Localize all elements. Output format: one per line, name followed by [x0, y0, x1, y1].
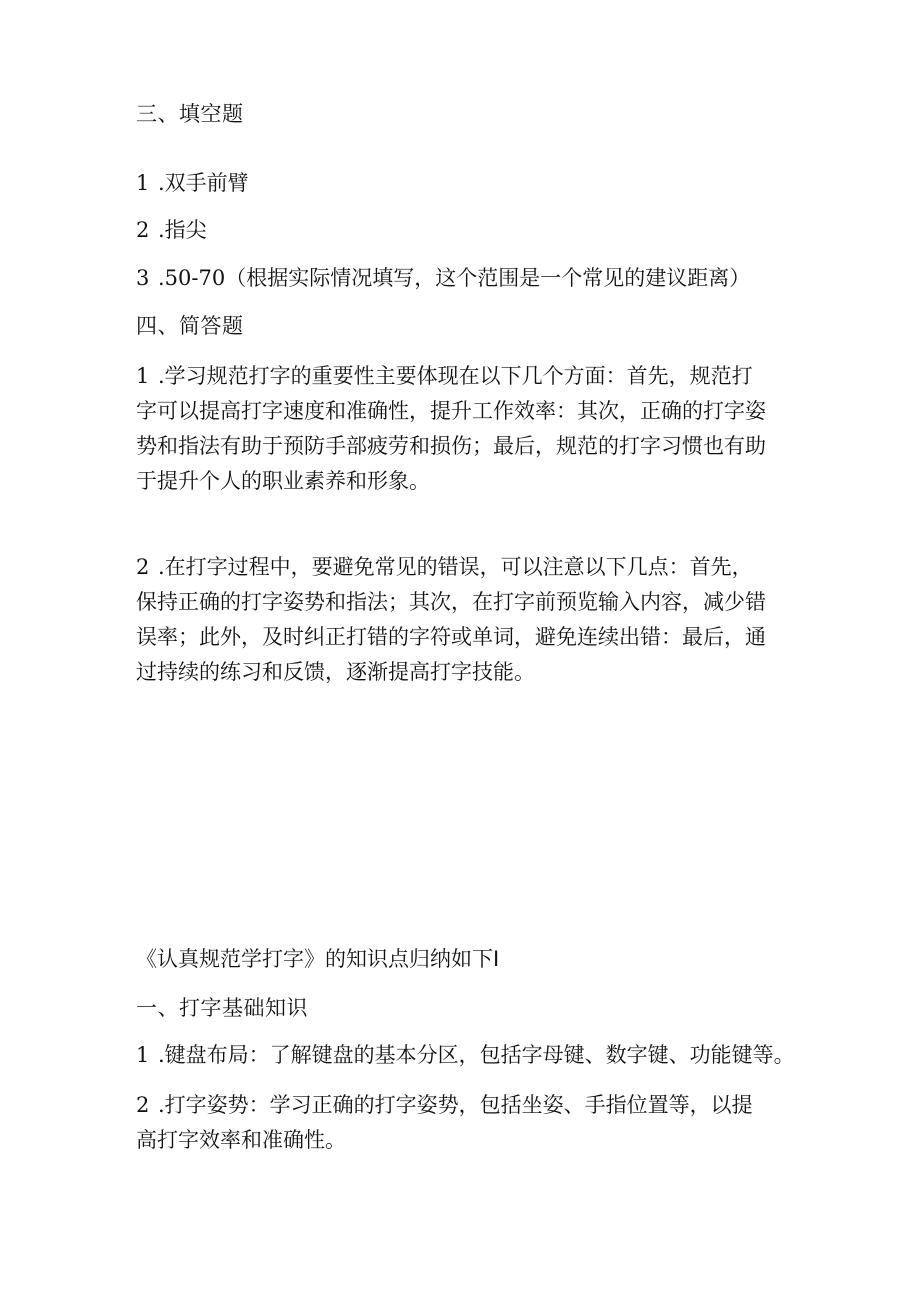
- summary-title: 《认真规范学打字》的知识点归纳如下I: [136, 947, 500, 971]
- item-number: 2: [136, 555, 150, 579]
- answer-line: 高打字效率和准确性。: [136, 1128, 346, 1152]
- answer-line: 过持续的练习和反馈，逐渐提高打字技能。: [136, 660, 535, 684]
- section3-heading: 三、填空题: [136, 102, 244, 126]
- summary-item-1: [136, 1043, 795, 1068]
- item-text: .键盘布局：了解键盘的基本分区，包括字母键、数字键、功能键等。: [158, 1043, 795, 1067]
- answer-line: 于提升个人的职业素养和形象。: [136, 469, 430, 493]
- fill-answer-1: [136, 171, 786, 196]
- item-text: .指尖: [158, 218, 207, 242]
- fill-answer-3: [136, 266, 786, 291]
- item-number: 2: [136, 1093, 150, 1117]
- answer-line: 1 .学习规范打字的重要性主要体现在以下几个方面：首先，规范打: [136, 359, 784, 394]
- item-number: 1: [136, 1043, 150, 1067]
- answer-line: 2 .打字姿势：学习正确的打字姿势，包括坐姿、手指位置等，以提: [136, 1088, 784, 1123]
- item-number: 3: [136, 266, 150, 290]
- item-number: 1: [136, 364, 150, 388]
- fill-answer-2: [136, 218, 786, 243]
- item-number: 1: [136, 171, 150, 195]
- summary-item-2: [136, 1088, 784, 1158]
- item-text: .双手前臂: [158, 171, 249, 195]
- answer-line: 误率；此外，及时纠正打错的字符或单词，避免连续出错：最后，通: [136, 625, 766, 649]
- summary-section1-heading: 一、打字基础知识: [136, 996, 308, 1020]
- answer-line: 字可以提高打字速度和准确性，提升工作效率：其次，正确的打字姿: [136, 399, 766, 423]
- answer-line: 保持正确的打字姿势和指法；其次，在打字前预览输入内容，减少错: [136, 590, 766, 614]
- answer-line: 2 .在打字过程中，要避免常见的错误，可以注意以下几点：首先，: [136, 550, 784, 585]
- item-text: .50-70（根据实际情况填写，这个范围是一个常见的建议距离）: [158, 266, 751, 290]
- short-answer-1: [136, 359, 784, 499]
- short-answer-2: [136, 550, 784, 690]
- item-number: 2: [136, 218, 150, 242]
- answer-line: 势和指法有助于预防手部疲劳和损伤；最后，规范的打字习惯也有助: [136, 434, 766, 458]
- section4-heading: 四、简答题: [136, 314, 244, 338]
